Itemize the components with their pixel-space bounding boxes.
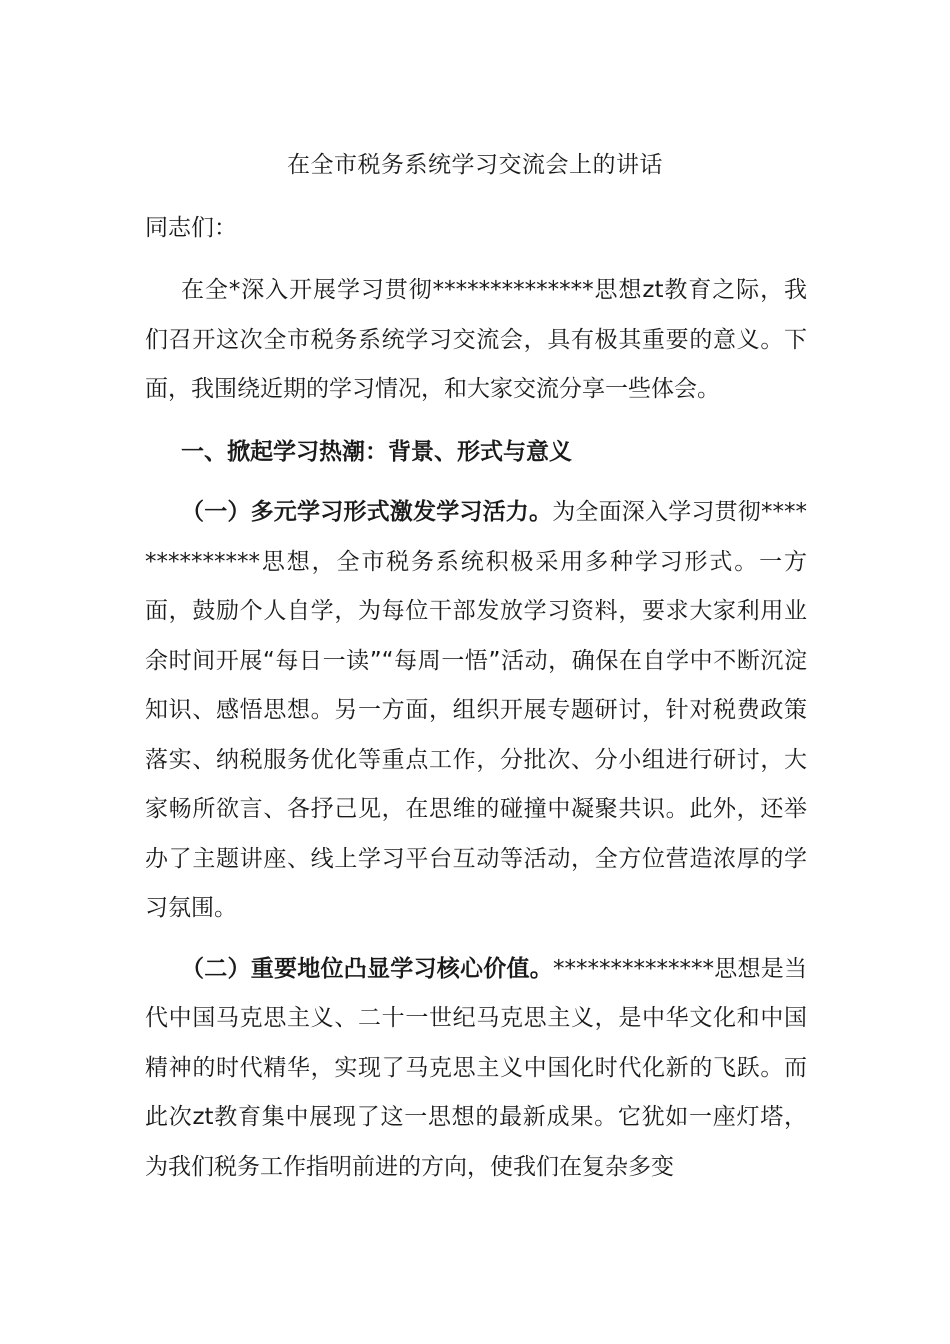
subsection-heading-1: （一）多元学习形式激发学习活力。: [181, 499, 553, 525]
document-body: [145, 266, 807, 1192]
subsection-paragraph-1: [145, 488, 807, 934]
subsection-heading-2: （二）重要地位凸显学习核心价值。: [181, 955, 553, 982]
intro-paragraph: 在全*深入开展学习贯彻**************思想zt教育之际，我们召开这次全市税务系统学习交流会，具有极其重要的意义。下面，我围绕近期的学习情况，和大家交流分享一些体会。: [145, 277, 807, 402]
subsection-text-1: 为全面深入学习贯彻**************思想，全市税务系统积极采用多种学习形式。一方面，鼓励个人自学，为每位干部发放学习资料，要求大家利用业余时间开展“每日一读”“每周一悟”活动，确保在自学中不断沉淀知识、感悟思想。另一方面，组织开展专题研讨，针对税费政策落实、纳税服务优化等重点工作，分批次、分小组进行研讨，大家畅所欲言、各抒己见，在思维的碰撞中凝聚共识。此外，还举办了主题讲座、线上学习平台互动等活动，全方位营造浓厚的学习氛围。: [145, 499, 808, 921]
subsection-text-2: **************思想是当代中国马克思主义、二十一世纪马克思主义，是中华文化和中国精神的时代精华，实现了马克思主义中国化时代化新的飞跃。而此次zt教育集中展现了这一思想的最新成果。它犹如一座灯塔，为我们税务工作指明前进的方向，使我们在复杂多变: [145, 955, 807, 1180]
section-heading: 一、掀起学习热潮：背景、形式与意义: [181, 438, 572, 465]
subsection-paragraph-2: [145, 945, 807, 1193]
document-title: 在全市税务系统学习交流会上的讲话: [287, 152, 663, 178]
salutation: 同志们：: [145, 215, 237, 241]
